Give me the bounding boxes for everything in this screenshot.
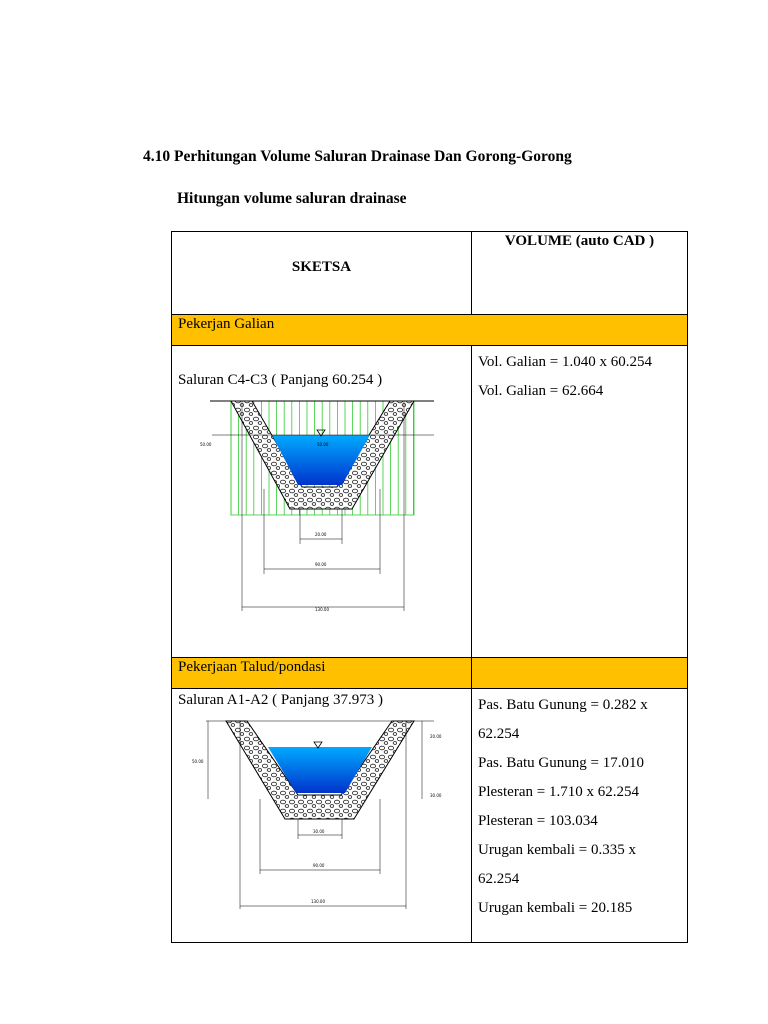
volume-cell-talud xyxy=(472,689,688,943)
section-title-galian: Pekerjan Galian xyxy=(172,315,688,346)
volume-line: Vol. Galian = 1.040 x 60.254 xyxy=(478,354,653,370)
volume-line: Plesteran = 1.710 x 62.254 xyxy=(478,784,639,800)
dim-height: 50.00 xyxy=(200,442,212,447)
dim-water: 50.00 xyxy=(317,442,329,447)
item-label-galian: Saluran C4-C3 ( Panjang 60.254 ) xyxy=(178,372,383,388)
volume-line: Pas. Batu Gunung = 17.010 xyxy=(478,755,644,771)
sketch-cell-talud xyxy=(172,689,472,943)
volume-line: 62.254 xyxy=(478,871,520,887)
section-row-talud xyxy=(172,658,688,689)
dim-top: 20.00 xyxy=(430,734,442,739)
dim-bottom: 20.00 xyxy=(315,532,327,537)
volume-line: Urugan kembali = 0.335 x xyxy=(478,842,637,858)
volume-lines-galian xyxy=(472,346,687,406)
dim-total: 130.00 xyxy=(311,899,325,904)
volume-cell-galian xyxy=(472,346,688,658)
dim-mid: 90.00 xyxy=(313,863,325,868)
dim-right: 30.00 xyxy=(430,793,442,798)
volume-line: 62.254 xyxy=(478,726,520,742)
dim-total: 130.00 xyxy=(315,607,329,612)
dim-bottom: 30.00 xyxy=(313,829,325,834)
volume-lines-talud xyxy=(472,689,687,923)
volume-line: Vol. Galian = 62.664 xyxy=(478,383,604,399)
section-body-talud xyxy=(172,689,688,943)
volume-line: Urugan kembali = 20.185 xyxy=(478,900,633,916)
volume-line: Pas. Batu Gunung = 0.282 x xyxy=(478,697,648,713)
section-heading: 4.10 Perhitungan Volume Saluran Drainase Dan Gorong-Gorong xyxy=(143,148,572,165)
table-header-row xyxy=(172,232,688,315)
header-volume: VOLUME (auto CAD ) xyxy=(472,232,688,315)
item-label-talud: Saluran A1-A2 ( Panjang 37.973 ) xyxy=(178,692,383,708)
volume-table xyxy=(171,231,688,943)
dim-mid: 90.00 xyxy=(315,562,327,567)
header-sketsa: SKETSA xyxy=(172,232,472,315)
section-title-talud-empty xyxy=(472,658,688,689)
section-row-galian xyxy=(172,315,688,346)
dim-height: 50.00 xyxy=(192,759,204,764)
subsection-heading: Hitungan volume saluran drainase xyxy=(177,190,407,207)
sketch-drawing-talud xyxy=(172,709,470,934)
sketch-drawing-galian xyxy=(172,389,470,629)
section-body-galian xyxy=(172,346,688,658)
volume-line: Plesteran = 103.034 xyxy=(478,813,598,829)
section-title-talud: Pekerjaan Talud/pondasi xyxy=(172,658,472,689)
sketch-cell-galian xyxy=(172,346,472,658)
